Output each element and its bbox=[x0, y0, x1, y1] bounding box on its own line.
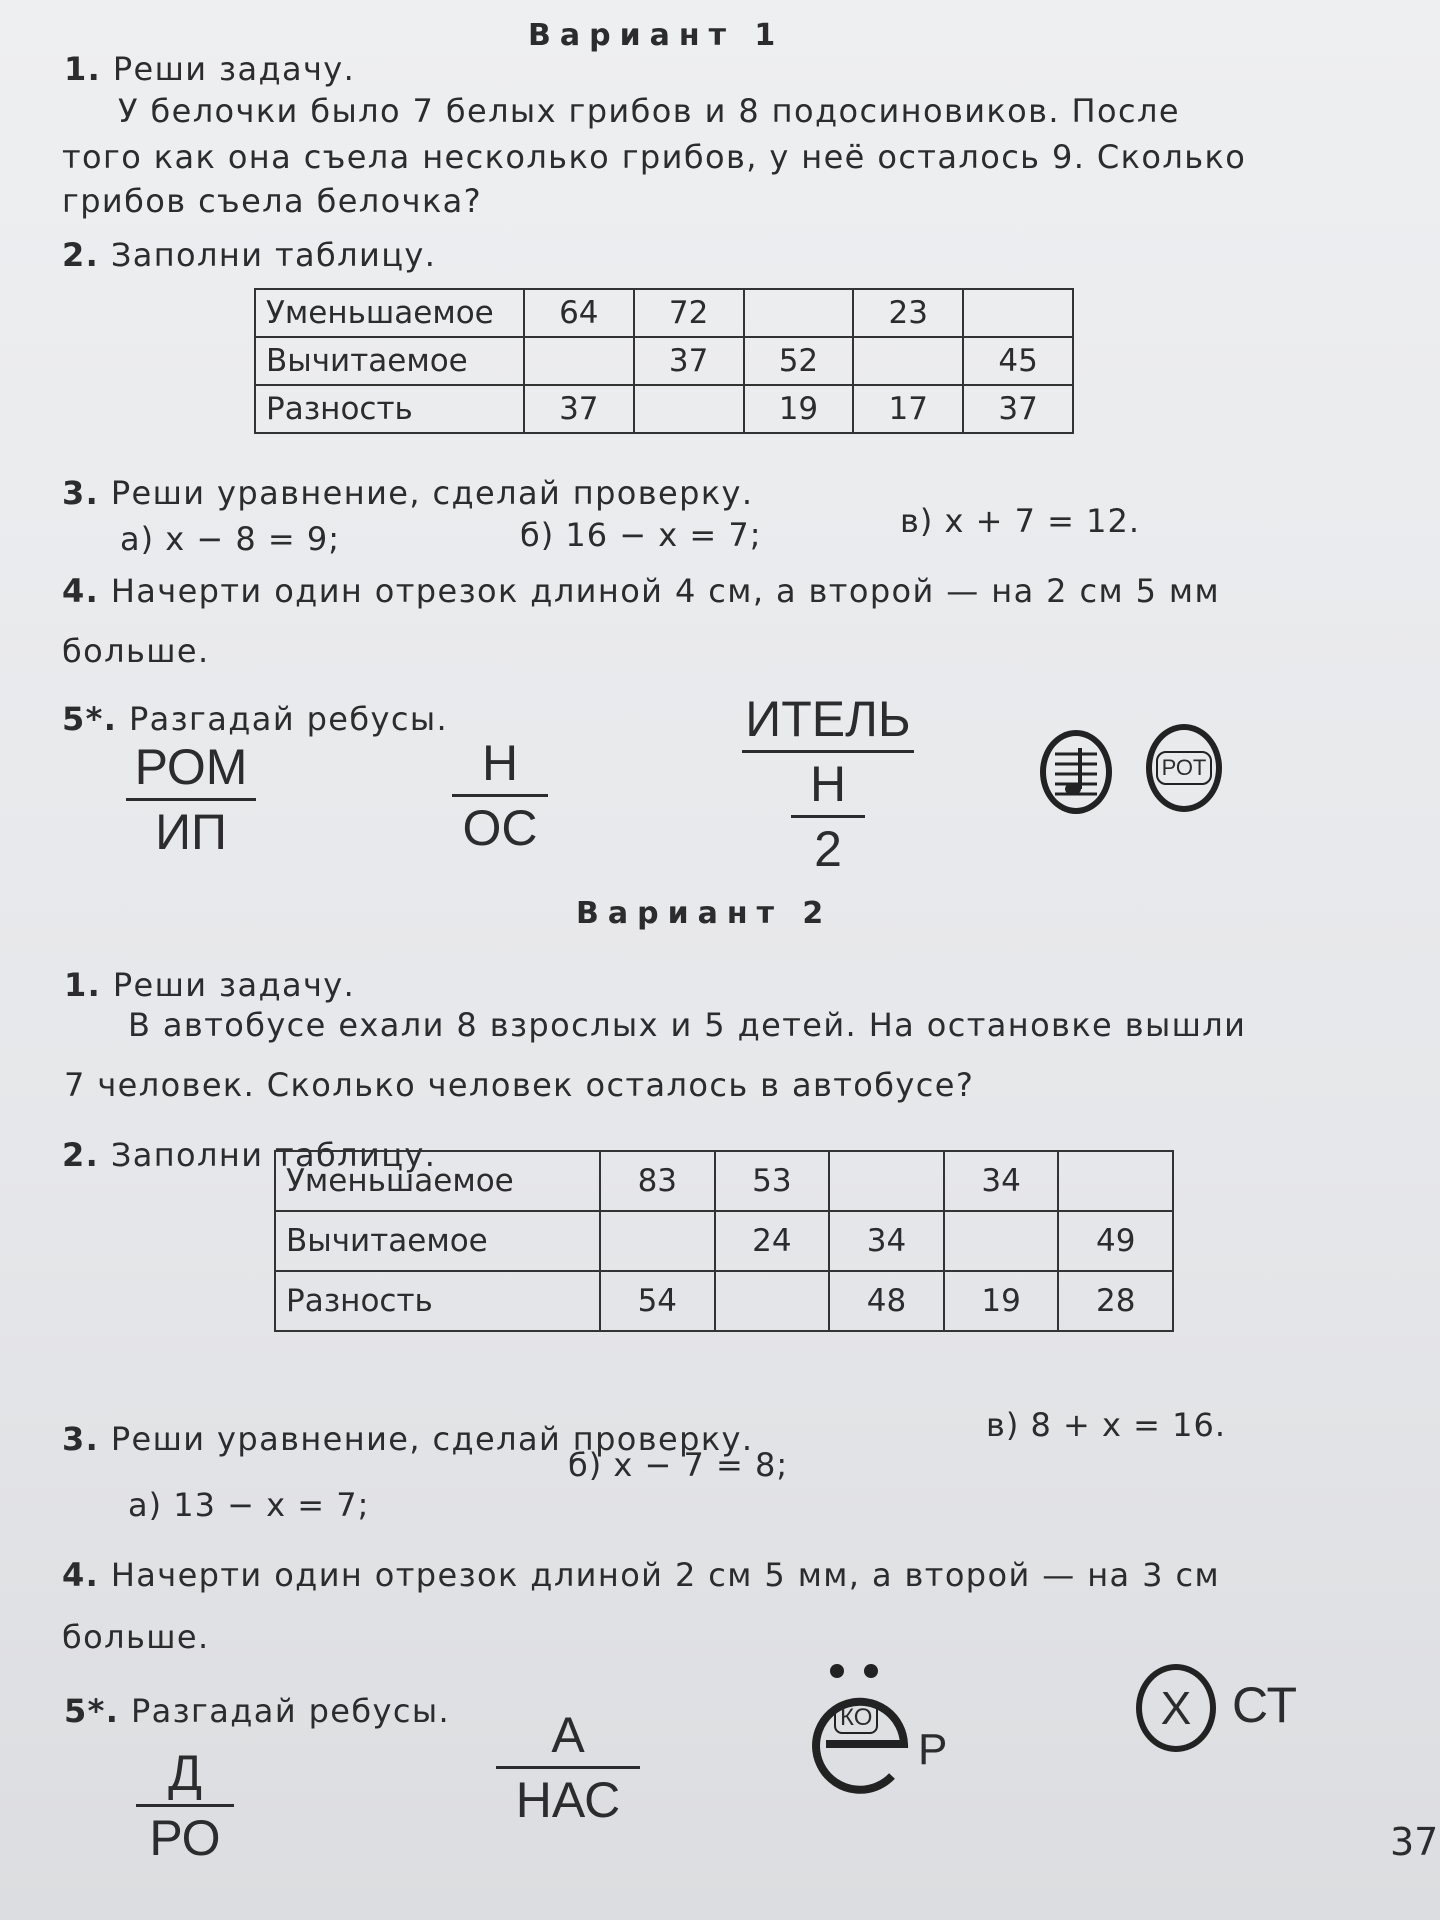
table-cell: 17 bbox=[853, 385, 963, 433]
table-cell: 24 bbox=[715, 1211, 830, 1271]
rebus-circle-text: Х bbox=[1160, 1682, 1192, 1734]
music-note-icon bbox=[1053, 744, 1099, 800]
v2-task-2-title: Заполни таблицу. bbox=[110, 1136, 437, 1174]
table-cell: 72 bbox=[634, 289, 744, 337]
rebus-top: Д bbox=[168, 1745, 202, 1801]
v1-task-1-number: 1. bbox=[64, 50, 102, 88]
rebus-top: ИТЕЛЬ bbox=[745, 691, 911, 747]
fraction-bar bbox=[452, 794, 548, 797]
v1-rebus-1 bbox=[126, 739, 256, 860]
v2-equation-b: б) x − 7 = 8; bbox=[568, 1446, 789, 1484]
v2-task-1-number: 1. bbox=[64, 966, 102, 1004]
rebus-top: А bbox=[551, 1707, 585, 1763]
v2-task-4-line-1 bbox=[62, 1556, 1220, 1594]
table-cell: 83 bbox=[600, 1151, 715, 1211]
v2-task-1-heading bbox=[64, 966, 355, 1004]
v1-equation-b: б) 16 − x = 7; bbox=[520, 516, 762, 554]
table-cell: 64 bbox=[524, 289, 634, 337]
table-cell bbox=[963, 289, 1073, 337]
v2-equation-a: а) 13 − x = 7; bbox=[128, 1486, 370, 1524]
table-cell-label: Уменьшаемое bbox=[275, 1151, 600, 1211]
table-cell bbox=[1058, 1151, 1173, 1211]
table-cell bbox=[600, 1211, 715, 1271]
v1-equation-a: а) x − 8 = 9; bbox=[120, 520, 341, 558]
rebus-bottom: ИП bbox=[155, 804, 227, 860]
v2-rebus-3-letter: Р bbox=[918, 1725, 948, 1774]
table-cell-label: Разность bbox=[255, 385, 524, 433]
v2-task-1-title: Реши задачу. bbox=[112, 966, 356, 1004]
v2-task-3-number: 3. bbox=[62, 1420, 100, 1458]
v1-task-3-heading bbox=[62, 474, 753, 512]
v2-rebus-3-inner: КО bbox=[834, 1702, 878, 1734]
table-cell: 37 bbox=[524, 385, 634, 433]
v2-task-1-line-1: В автобусе ехали 8 взрослых и 5 детей. На остановке вышли bbox=[128, 1006, 1247, 1044]
table-cell: 34 bbox=[944, 1151, 1059, 1211]
rebus-bottom: РО bbox=[149, 1810, 221, 1866]
v1-rebus-2 bbox=[452, 735, 548, 856]
table-cell bbox=[715, 1271, 830, 1331]
table-cell: 45 bbox=[963, 337, 1073, 385]
table-cell bbox=[634, 385, 744, 433]
v1-task-4-text: Начерти один отрезок длиной 4 см, а второй — на 2 см 5 мм bbox=[110, 572, 1221, 610]
v2-rebus-2 bbox=[496, 1707, 640, 1828]
v1-task-2-number: 2. bbox=[62, 236, 100, 274]
v2-row-subtrahend bbox=[275, 1211, 1173, 1271]
v2-task-4-line-2: больше. bbox=[62, 1618, 210, 1656]
v1-rebus-4-rot-circle bbox=[1146, 724, 1222, 812]
fraction-bar bbox=[126, 798, 256, 801]
rebus-bottom: НАС bbox=[515, 1772, 621, 1828]
v2-row-difference bbox=[275, 1271, 1173, 1331]
v1-task-3-number: 3. bbox=[62, 474, 100, 512]
v1-task-1-heading bbox=[64, 50, 355, 88]
table-cell: 37 bbox=[963, 385, 1073, 433]
table-cell: 53 bbox=[715, 1151, 830, 1211]
table-cell: 48 bbox=[829, 1271, 944, 1331]
rebus-top: Н bbox=[481, 735, 519, 791]
v1-task-2-title: Заполни таблицу. bbox=[110, 236, 437, 274]
table-cell: 34 bbox=[829, 1211, 944, 1271]
rebus-top: РОМ bbox=[134, 739, 248, 795]
table-cell: 28 bbox=[1058, 1271, 1173, 1331]
table-cell bbox=[853, 337, 963, 385]
v2-rebus-4-letters: СТ bbox=[1232, 1677, 1297, 1733]
v1-rebus-3 bbox=[742, 691, 914, 877]
v2-task-5-heading bbox=[64, 1692, 450, 1730]
page-number: 37 bbox=[1390, 1820, 1439, 1864]
v2-task-1-line-2: 7 человек. Сколько человек осталось в автобусе? bbox=[64, 1066, 975, 1104]
v1-task-5-number: 5*. bbox=[62, 700, 118, 738]
table-cell: 37 bbox=[634, 337, 744, 385]
diaeresis-dot-icon bbox=[864, 1664, 878, 1678]
rebus-bottom: ОС bbox=[462, 800, 538, 856]
table-cell: 49 bbox=[1058, 1211, 1173, 1271]
v1-task-3-title: Реши уравнение, сделай проверку. bbox=[110, 474, 754, 512]
rebus-middle: Н bbox=[809, 756, 847, 812]
v2-rebus-1 bbox=[136, 1745, 234, 1866]
v2-task-5-number: 5*. bbox=[64, 1692, 120, 1730]
table-cell-label: Вычитаемое bbox=[275, 1211, 600, 1271]
v2-rebus-4-circle bbox=[1136, 1664, 1216, 1752]
v1-rebus-4-note-circle bbox=[1040, 730, 1112, 814]
fraction-bar bbox=[136, 1804, 234, 1807]
v2-row-minuend bbox=[275, 1151, 1173, 1211]
v2-task-5-title: Разгадай ребусы. bbox=[130, 1692, 451, 1730]
table-cell-label: Разность bbox=[275, 1271, 600, 1331]
v1-task-4-line-1 bbox=[62, 572, 1220, 610]
fraction-bar bbox=[496, 1766, 640, 1769]
table-cell: 54 bbox=[600, 1271, 715, 1331]
v1-task-4-number: 4. bbox=[62, 572, 100, 610]
v2-task-3-title: Реши уравнение, сделай проверку. bbox=[110, 1420, 754, 1458]
v2-rebus-3-dots bbox=[810, 1664, 890, 1684]
table-cell: 19 bbox=[744, 385, 854, 433]
table-cell-label: Вычитаемое bbox=[255, 337, 524, 385]
v2-task-2-number: 2. bbox=[62, 1136, 100, 1174]
v1-task-2-heading bbox=[62, 236, 436, 274]
v1-task-5-heading bbox=[62, 700, 448, 738]
table-cell bbox=[944, 1211, 1059, 1271]
v1-task-1-line-2: того как она съела несколько грибов, у неё осталось 9. Сколько bbox=[62, 138, 1247, 176]
table-cell: 52 bbox=[744, 337, 854, 385]
v1-task-4-line-2: больше. bbox=[62, 632, 210, 670]
table-cell bbox=[829, 1151, 944, 1211]
v1-subtraction-table bbox=[254, 288, 1074, 434]
table-cell bbox=[524, 337, 634, 385]
variant-2-title: Вариант 2 bbox=[576, 896, 833, 931]
v1-row-minuend bbox=[255, 289, 1073, 337]
table-cell: 23 bbox=[853, 289, 963, 337]
v2-task-4-text: Начерти один отрезок длиной 2 см 5 мм, а второй — на 3 см bbox=[110, 1556, 1221, 1594]
table-cell-label: Уменьшаемое bbox=[255, 289, 524, 337]
v1-task-1-line-3: грибов съела белочка? bbox=[62, 182, 483, 220]
v1-task-1-line-1: У белочки было 7 белых грибов и 8 подосиновиков. После bbox=[118, 92, 1180, 130]
v2-subtraction-table bbox=[274, 1150, 1174, 1332]
v1-row-subtrahend bbox=[255, 337, 1073, 385]
variant-1-title: Вариант 1 bbox=[528, 18, 785, 53]
v2-equation-c: в) 8 + x = 16. bbox=[986, 1406, 1227, 1444]
fraction-bar bbox=[791, 815, 865, 818]
rebus-inner-fraction bbox=[791, 756, 865, 877]
v1-task-1-title: Реши задачу. bbox=[112, 50, 356, 88]
table-cell: 19 bbox=[944, 1271, 1059, 1331]
v1-equation-c: в) x + 7 = 12. bbox=[900, 502, 1141, 540]
fraction-bar bbox=[742, 750, 914, 753]
table-cell bbox=[744, 289, 854, 337]
v1-task-5-title: Разгадай ребусы. bbox=[128, 700, 449, 738]
diaeresis-dot-icon bbox=[830, 1664, 844, 1678]
rebus-circle-text: РОТ bbox=[1156, 751, 1213, 785]
v1-row-difference bbox=[255, 385, 1073, 433]
v2-task-4-number: 4. bbox=[62, 1556, 100, 1594]
rebus-bottom: 2 bbox=[814, 821, 842, 877]
